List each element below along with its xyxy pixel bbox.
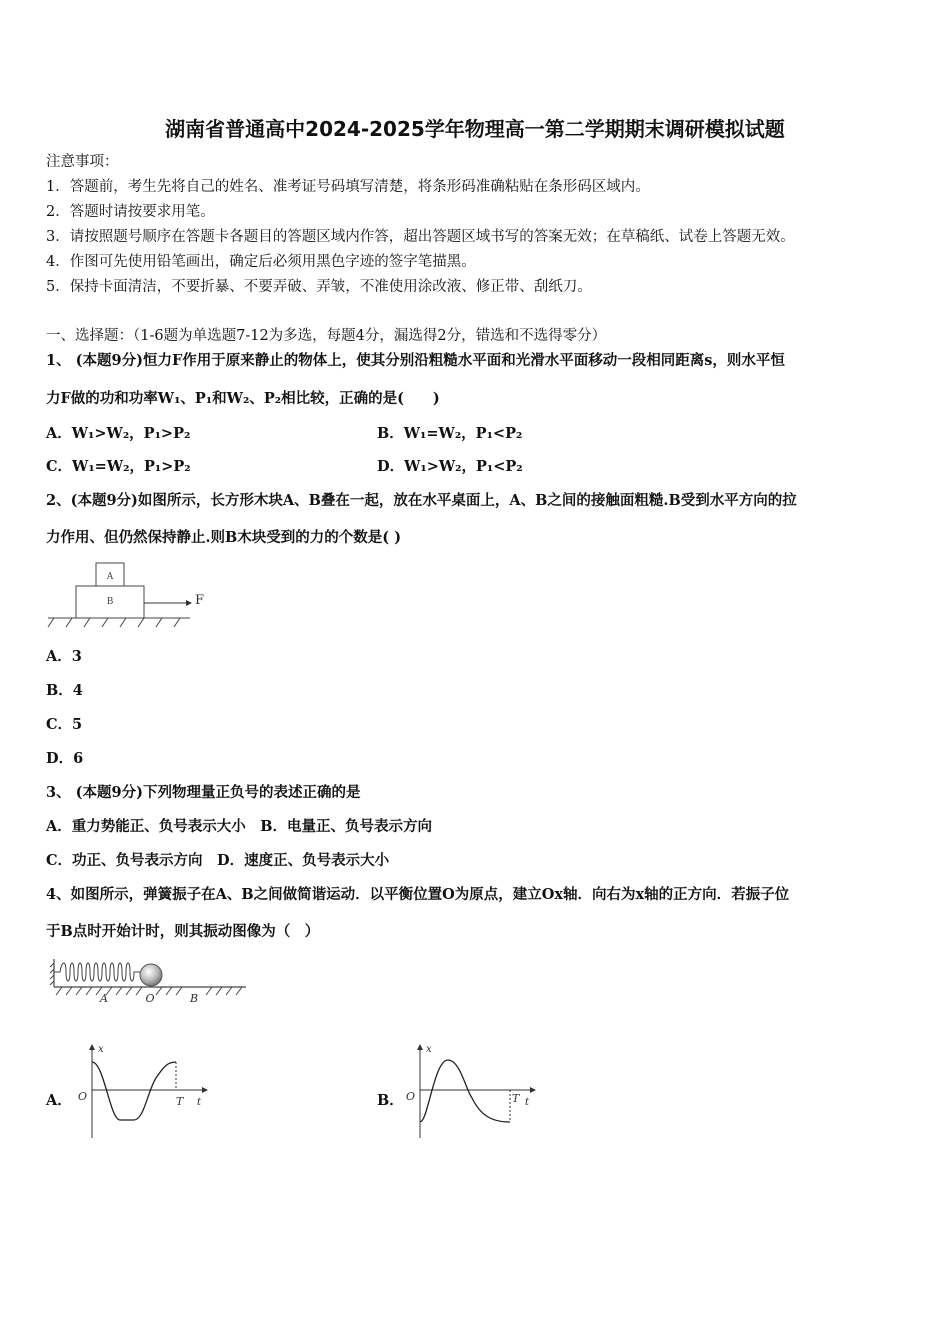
force-arrowhead (186, 600, 192, 606)
q4-graph-b (400, 1040, 548, 1142)
graph-b-x-arrowhead (417, 1044, 423, 1050)
q2-option-a: A．3 (46, 648, 82, 665)
q1-option-b: B．W₁=W₂，P₁<P₂ (377, 425, 523, 442)
graph-b-x-label: x (426, 1044, 432, 1055)
graph-b-t-label: t (525, 1097, 530, 1108)
q4-spring-figure (48, 955, 250, 1007)
point-b-label: B (189, 992, 199, 1005)
q2-option-c: C．5 (46, 716, 83, 733)
point-o-label: O (145, 992, 155, 1005)
q4-option-a-label: A． (46, 1092, 72, 1109)
q3-options-row1: A．重力势能正、负号表示大小 B．电量正、负号表示方向 (46, 818, 433, 835)
q4-graph-a (72, 1040, 220, 1142)
point-a-label: A (100, 992, 108, 1005)
block-a-label: A (106, 572, 114, 582)
graph-a-curve (92, 1062, 176, 1120)
force-label: F (195, 593, 205, 608)
notice-item-4: 4．作图可先使用铅笔画出，确定后必须用黑色字迹的签字笔描黑。 (46, 254, 476, 270)
ground-hatch (48, 618, 180, 627)
block-b-label: B (106, 597, 114, 607)
q2-option-d: D．6 (46, 750, 84, 767)
q3-options-row2: C．功正、负号表示方向 D．速度正、负号表示大小 (46, 852, 390, 869)
notice-item-3: 3．请按照题号顺序在答题卡各题目的答题区域内作答，超出答题区域书写的答案无效；在草稿纸、试卷上答题无效。 (46, 229, 795, 245)
oscillator-ball (140, 964, 162, 986)
graph-a-t-label: t (197, 1097, 202, 1108)
q4-stem-line1: 4、如图所示，弹簧振子在A、B之间做简谐运动．以平衡位置O为原点，建立Ox轴．向右为x轴的正方向．若振子位 (46, 886, 790, 903)
q1-option-a: A．W₁>W₂，P₁>P₂ (46, 425, 191, 442)
graph-a-t-arrowhead (202, 1087, 208, 1093)
graph-a-x-arrowhead (89, 1044, 95, 1050)
q1-stem-line2: 力F做的功和功率W₁、P₁和W₂、P₂相比较，正确的是( ) (46, 390, 440, 407)
q2-stem-line2: 力作用、但仍然保持静止.则B木块受到的力的个数是( ) (46, 529, 402, 546)
notice-item-1: 1．答题前，考生先将自己的姓名、准考证号码填写清楚，将条形码准确粘贴在条形码区域内。 (46, 179, 650, 195)
q2-blocks-figure (44, 560, 214, 632)
graph-a-period-label: T (176, 1095, 184, 1108)
graph-a-origin-label: O (78, 1090, 88, 1103)
graph-a-x-label: x (98, 1044, 104, 1055)
q1-option-d: D．W₁>W₂，P₁<P₂ (377, 458, 523, 475)
notice-heading: 注意事项： (46, 154, 119, 170)
graph-b-origin-label: O (406, 1090, 416, 1103)
spring-coil (54, 963, 140, 981)
q1-option-c: C．W₁=W₂，P₁>P₂ (46, 458, 191, 475)
section-heading: 一、选择题：（1-6题为单选题7-12为多选，每题4分，漏选得2分，错选和不选得零分） (46, 328, 607, 344)
q2-stem-line1: 2、(本题9分)如图所示，长方形木块A、B叠在一起，放在水平桌面上，A、B之间的接触面粗糙.B受到水平方向的拉 (46, 492, 797, 509)
graph-b-period-label: T (512, 1092, 520, 1105)
q4-stem-line2: 于B点时开始计时，则其振动图像为（ ） (46, 923, 320, 940)
q2-option-b: B．4 (46, 682, 83, 699)
notice-item-2: 2．答题时请按要求用笔。 (46, 204, 215, 220)
graph-b-curve (420, 1060, 510, 1122)
graph-b-t-arrowhead (530, 1087, 536, 1093)
q4-option-b-label: B． (377, 1092, 404, 1109)
notice-item-5: 5．保持卡面清洁，不要折暴、不要弄破、弄皱，不准使用涂改液、修正带、刮纸刀。 (46, 279, 592, 295)
q1-stem-line1: 1、 (本题9分)恒力F作用于原来静止的物体上，使其分别沿粗糙水平面和光滑水平面移动一段相同距离s，则水平恒 (46, 352, 785, 369)
page-title: 湖南省普通高中2024-2025学年物理高一第二学期期末调研模拟试题 (165, 117, 785, 141)
q3-stem: 3、 (本题9分)下列物理量正负号的表述正确的是 (46, 784, 361, 801)
